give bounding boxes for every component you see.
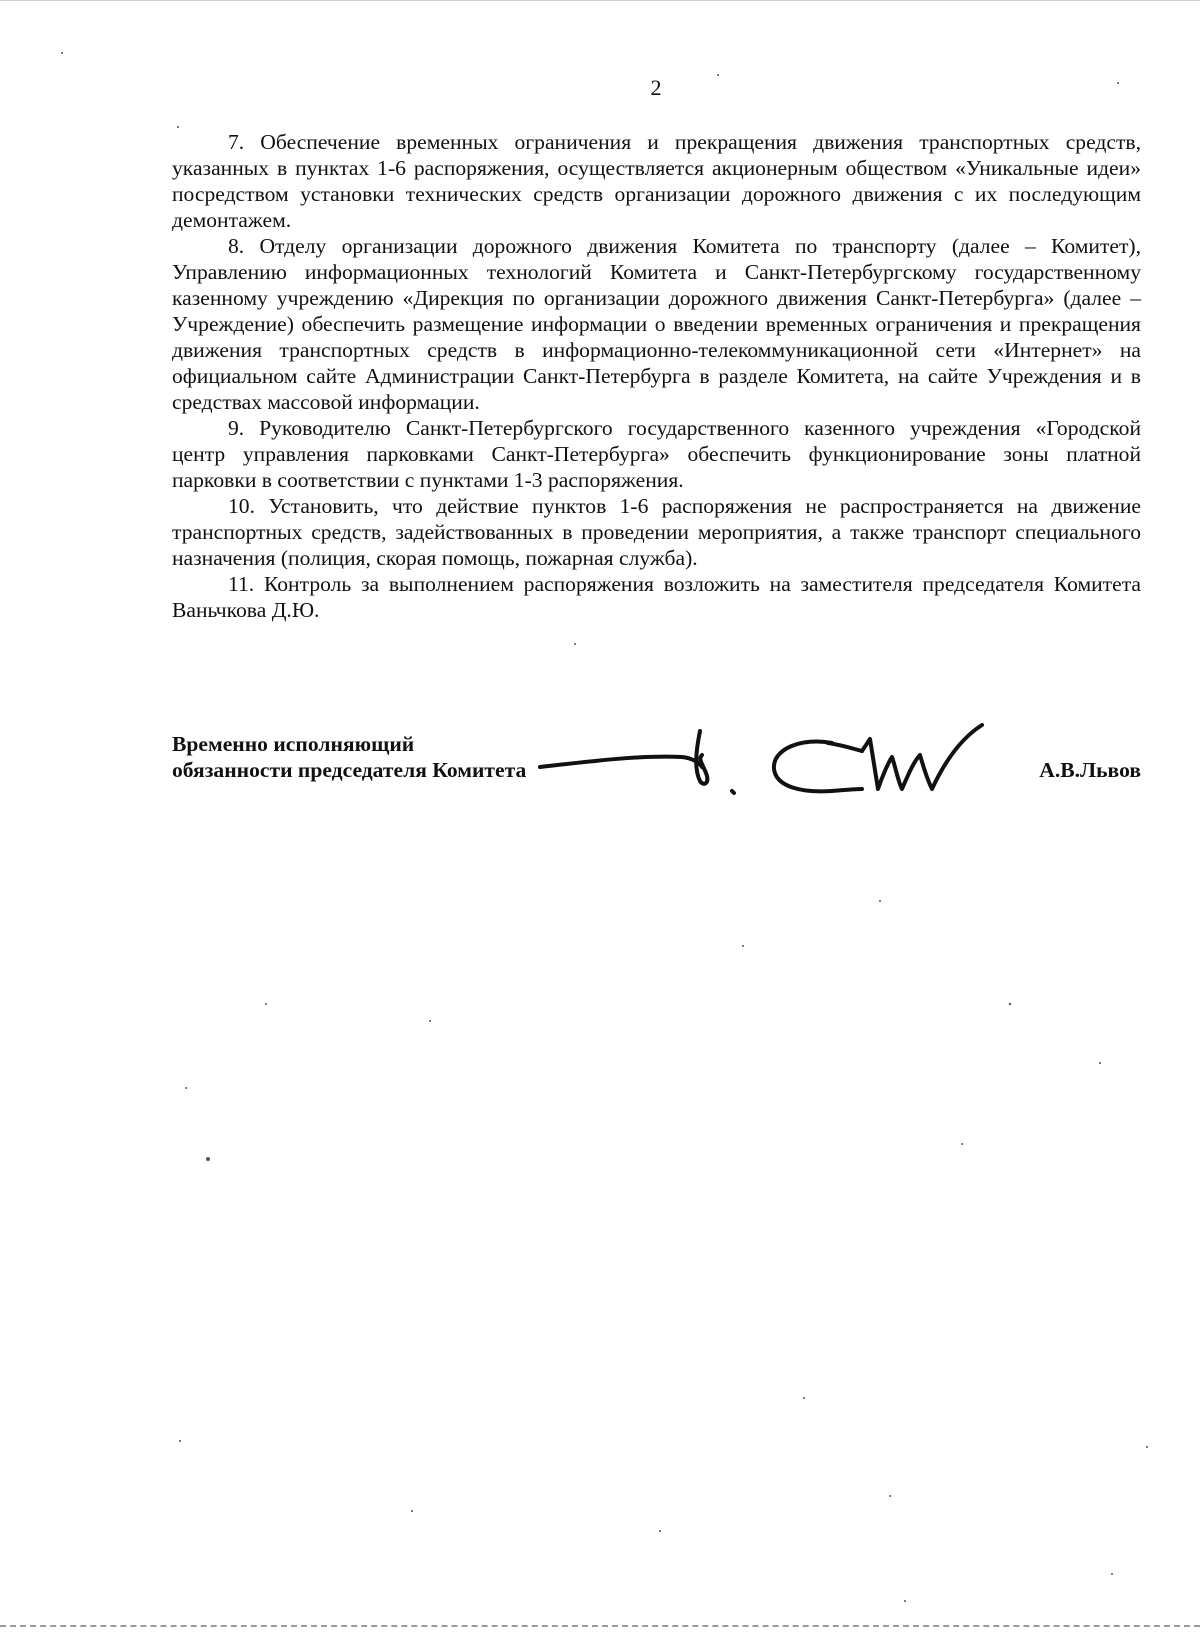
signatory-position xyxy=(172,731,526,783)
signature-block xyxy=(172,731,1141,801)
document-body xyxy=(172,129,1141,623)
signatory-position-line2: обязанности председателя Комитета xyxy=(172,758,527,782)
page-bottom-edge xyxy=(0,1625,1200,1639)
paragraph-7: 7. Обеспечение временных ограничения и прекращения движения транспортных средств, указанных в пунктах 1-6 распоряжения, осуществляется акционерным обществом «Уникальные идеи» посредством установки технических средств организации дорожного движения с их последующим демонтажем. xyxy=(172,130,1141,232)
handwritten-signature xyxy=(532,711,1012,811)
paragraph-10: 10. Установить, что действие пунктов 1-6 распоряжения не распространяется на движение транспортных средств, задействованных в проведении мероприятия, а также транспорт специального назначения (полиция, скорая помощь, пожарная служба). xyxy=(172,494,1141,570)
paragraph-9: 9. Руководителю Санкт-Петербургского государственного казенного учреждения «Городской центр управления парковками Санкт-Петербурга» обеспечить функционирование зоны платной парковки в соответствии с пунктами 1-3 распоряжения. xyxy=(172,416,1141,492)
page-number: 2 xyxy=(650,75,662,100)
paragraph-8: 8. Отделу организации дорожного движения Комитета по транспорту (далее – Комитет), Управлению информационных технологий Комитета и Санкт-Петербургскому государственному казенному учреждению «Дирекция по организации дорожного движения Санкт-Петербурга» (далее – Учреждение) обеспечить размещение информации о введении временных ограничения и прекращения движения транспортных средств в информационно-телекоммуникационной сети «Интернет» на официальном сайте Администрации Санкт-Петербурга в разделе Комитета, на сайте Учреждения и в средствах массовой информации. xyxy=(172,234,1141,414)
signatory-name: А.В.Львов xyxy=(1039,758,1141,782)
signatory-position-line1: Временно исполняющий xyxy=(172,732,415,756)
paragraph-11: 11. Контроль за выполнением распоряжения возложить на заместителя председателя Комитета Ваньчкова Д.Ю. xyxy=(172,572,1141,622)
